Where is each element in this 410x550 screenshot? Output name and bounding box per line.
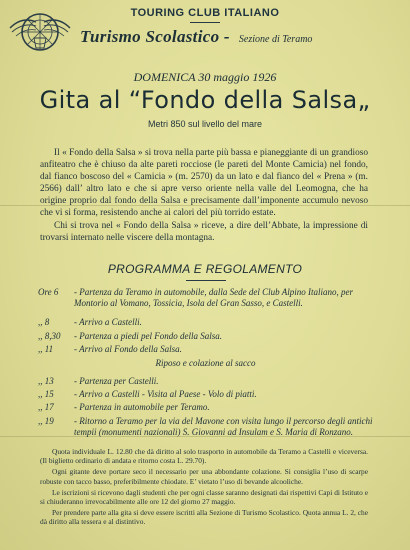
schedule-text: - Arrivo a Castelli.: [74, 317, 142, 328]
schedule-text: - Arrivo al Fondo della Salsa.: [74, 343, 182, 354]
event-altitude: Metri 850 sul livello del mare: [147, 119, 263, 129]
schedule-row: [38, 376, 373, 387]
schedule-time: ,, 19: [38, 415, 54, 426]
program-header: [80, 27, 312, 47]
program-name: Turismo Scolastico -: [80, 27, 230, 46]
schedule-row: [38, 344, 373, 355]
organization-name: TOURING CLUB ITALIANO: [130, 7, 280, 19]
schedule-text: - Partenza a piedi pel Fondo della Salsa.: [74, 330, 222, 341]
schedule-time: ,, 8,30: [38, 330, 61, 341]
note-paragraph: Ogni gitante deve portare seco il necessario per una abbondante colazione. Si consiglia l’uso di scarpe robuste con tacco basso, preferibilmente chiodate. E’ vietato l’uso di bevande alcooliche.: [40, 467, 368, 486]
rest-note: Riposo e colazione al sacco: [155, 358, 256, 369]
regulations-notes: [40, 447, 368, 529]
schedule-text: - Partenza in automobile per Teramo.: [74, 402, 210, 413]
section-name: Sezione di Teramo: [238, 34, 313, 45]
description-paragraph: Chi si trova nel « Fondo della Salsa » riceve, a dire dell’Abbate, la impressione di trovarsi internato nelle viscere della montagna.: [40, 220, 368, 243]
schedule-time: Ore 6: [38, 287, 59, 297]
event-title: Gita al “Fondo della Salsa„: [39, 86, 371, 114]
schedule-row: [38, 317, 373, 328]
event-date: DOMENICA 30 maggio 1926: [133, 70, 277, 84]
schedule-row: [38, 331, 373, 342]
schedule-time: ,, 15: [38, 389, 54, 400]
program-schedule: [38, 287, 373, 440]
schedule-time: ,, 8: [38, 317, 50, 328]
schedule-time: ,, 17: [38, 402, 54, 413]
note-paragraph: Per prendere parte alla gita si deve essere iscritti alla Sezione di Turismo Scolastico. Quota annua L. 2, che dà diritto alla tessera e al distintivo.: [40, 508, 368, 527]
schedule-text: - Ritorno a Teramo per la via del Mavone con visita lungo il percorso degli antichi tempii (monumenti nazionali) S. Giovanni ad Insulam e S. Maria di Ronzano.: [74, 415, 373, 437]
schedule-row: [38, 416, 373, 438]
schedule-row: [38, 402, 373, 413]
schedule-text: - Partenza da Teramo in automobile, dalla Sede del Club Alpino Italiano, per Montorio al Vomano, Tossicia, Isola del Gran Sasso, e Castelli.: [74, 287, 353, 309]
description: [40, 147, 368, 244]
schedule-row: [38, 287, 373, 309]
note-paragraph: Quota individuale L. 12.80 che dà diritto al solo trasporto in automobile da Teramo a Castelli e viceversa. (Il biglietto ordinario di andata e ritorno costa L. 29.70).: [40, 447, 368, 466]
program-heading: PROGRAMMA E REGOLAMENTO: [107, 262, 303, 276]
description-paragraph: Il « Fondo della Salsa » si trova nella parte più bassa e pianeggiante di un grandioso anfiteatro che è chiuso da alte pareti rocciose (le pareti del Monte Camicia) nel fondo, dal fianco boscoso del « Camicia » (m. 2570) da un lato e dal fianco del « Prena » (m. 2566) dall’ altro lato e che si apre verso oriente nella valle del Leomogna, che ha origine proprio dal fondo della Salsa e precisamente dall’imponente accumulo nevoso che vi si forma, resistendo anche ai calori del più torrido estate.: [40, 148, 368, 219]
schedule-time: ,, 13: [38, 376, 54, 387]
schedule-text: - Partenza per Castelli.: [74, 376, 159, 387]
schedule-row: [38, 389, 373, 400]
header-divider: [190, 22, 220, 23]
note-paragraph: Le iscrizioni si ricevono dagli studenti che per ogni classe saranno designati dai rispettivi Capi di Istituto e si chiuderanno irrevocabilmente alle ore 12 del giorno 27 maggio.: [40, 487, 368, 507]
schedule-text: - Arrivo a Castelli - Visita al Paese - Volo di piatti.: [74, 389, 257, 400]
schedule-time: ,, 11: [38, 343, 54, 354]
program-divider: [186, 280, 226, 281]
